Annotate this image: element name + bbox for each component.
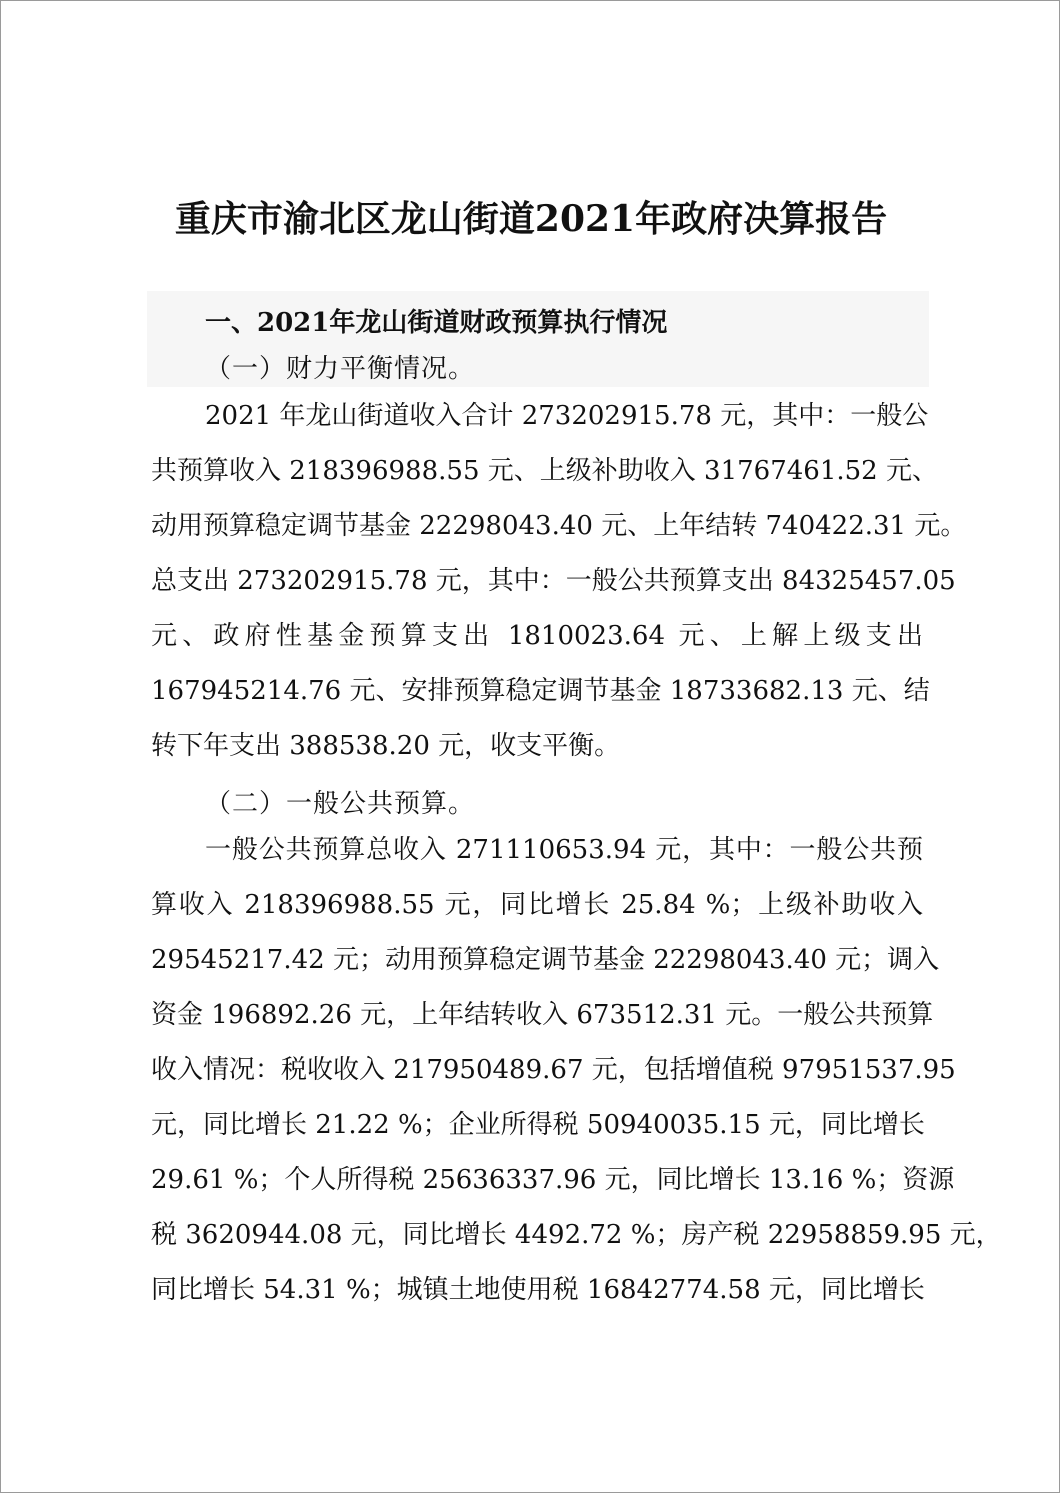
paragraph-line: 共预算收入 218396988.55 元、上级补助收入 31767461.52 元、 [151,456,938,486]
paragraph-line: 同比增长 54.31 %；城镇土地使用税 16842774.58 元，同比增长 [151,1275,925,1305]
paragraph-line: 动用预算稳定调节基金 22298043.40 元、上年结转 740422.31 元。 [151,511,967,541]
section-heading: 一、2021年龙山街道财政预算执行情况 [205,308,668,338]
paragraph-line: 29.61 %；个人所得税 25636337.96 元，同比增长 13.16 %；资源 [151,1165,955,1195]
paragraph-line: 元，同比增长 21.22 %；企业所得税 50940035.15 元，同比增长 [151,1110,925,1140]
paragraph-line: 算收入 218396988.55 元，同比增长 25.84 %；上级补助收入 [151,890,923,920]
paragraph-line: 总支出 273202915.78 元，其中：一般公共预算支出 84325457.05 [151,566,956,596]
paragraph-line: 收入情况：税收收入 217950489.67 元，包括增值税 97951537.95 [151,1055,956,1085]
paragraph-line: 税 3620944.08 元，同比增长 4492.72 %；房产税 22958859.95 元， [151,1220,1002,1250]
paragraph-line: 一般公共预算总收入 271110653.94 元，其中：一般公共预 [205,835,923,865]
subsection-heading-balance: （一）财力平衡情况。 [205,354,476,384]
paragraph-line: 元、政府性基金预算支出 1810023.64 元、上解上级支出 [151,621,923,651]
document-title: 重庆市渝北区龙山街道2021年政府决算报告 [174,198,888,240]
paragraph-line: 2021 年龙山街道收入合计 273202915.78 元，其中：一般公 [205,401,929,431]
paragraph-line: 167945214.76 元、安排预算稳定调节基金 18733682.13 元、结 [151,676,930,706]
paragraph-line: 转下年支出 388538.20 元，收支平衡。 [151,731,621,761]
paragraph-line: 资金 196892.26 元，上年结转收入 673512.31 元。一般公共预算 [151,1000,934,1030]
subsection-heading-general-budget: （二）一般公共预算。 [205,789,476,819]
paragraph-line: 29545217.42 元；动用预算稳定调节基金 22298043.40 元；调入 [151,945,940,975]
